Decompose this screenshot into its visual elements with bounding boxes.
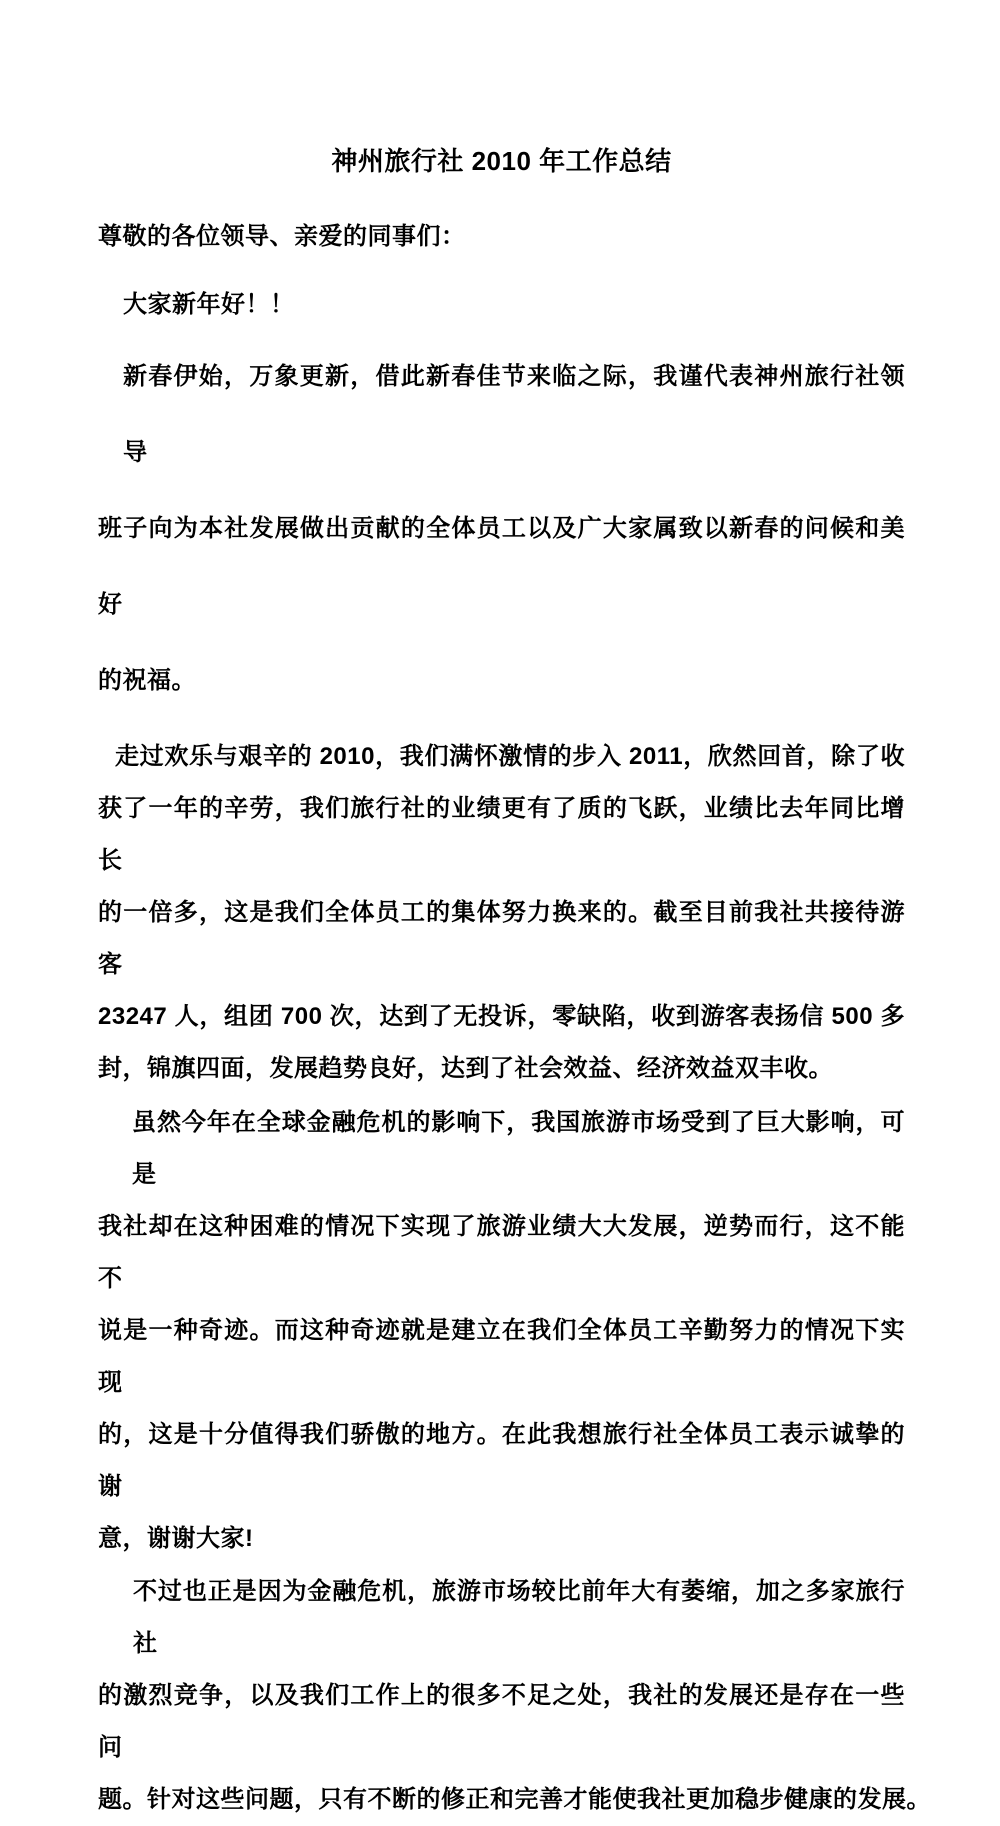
text-line: 的一倍多，这是我们全体员工的集体努力换来的。截至目前我社共接待游客 bbox=[98, 899, 905, 978]
text-line: 意，谢谢大家! bbox=[98, 1525, 254, 1552]
text-line: 的祝福。 bbox=[98, 667, 196, 694]
paragraph bbox=[98, 285, 905, 325]
text-line: 虽然今年在全球金融危机的影响下，我国旅游市场受到了巨大影响，可是 bbox=[132, 1109, 905, 1188]
text-line: 我社却在这种困难的情况下实现了旅游业绩大大发展，逆势而行，这不能不 bbox=[98, 1213, 905, 1292]
paragraph bbox=[98, 217, 905, 257]
text-line: 不过也正是因为金融危机，旅游市场较比前年大有萎缩，加之多家旅行社 bbox=[133, 1578, 905, 1657]
document-title: 神州旅行社 2010 年工作总结 bbox=[331, 146, 672, 176]
text-line: 新春伊始，万象更新，借此新春佳节来临之际，我谨代表神州旅行社领导 bbox=[123, 363, 905, 466]
paragraph bbox=[98, 1566, 931, 1826]
text-line: 的，这是十分值得我们骄傲的地方。在此我想旅行社全体员工表示诚挚的谢 bbox=[98, 1421, 905, 1500]
text-line: 尊敬的各位领导、亲爱的同事们： bbox=[98, 223, 466, 250]
text-line: 23247 人，组团 700 次，达到了无投诉，零缺陷，收到游客表扬信 500 多 bbox=[98, 1003, 905, 1030]
text-line: 的激烈竞争，以及我们工作上的很多不足之处，我社的发展还是存在一些问 bbox=[98, 1682, 905, 1761]
text-line: 题。针对这些问题，只有不断的修正和完善才能使我社更加稳步健康的发展。 bbox=[98, 1786, 931, 1813]
document-content bbox=[98, 0, 931, 1826]
text-line: 走过欢乐与艰辛的 2010，我们满怀激情的步入 2011，欣然回首，除了收 bbox=[115, 743, 905, 770]
text-line: 大家新年好！！ bbox=[123, 291, 295, 318]
text-line: 获了一年的辛劳，我们旅行社的业绩更有了质的飞跃，业绩比去年同比增长 bbox=[98, 795, 905, 874]
paragraph bbox=[98, 731, 905, 1095]
document-body bbox=[98, 217, 931, 1826]
text-line: 封，锦旗四面，发展趋势良好，达到了社会效益、经济效益双丰收。 bbox=[98, 1055, 833, 1082]
text-line: 说是一种奇迹。而这种奇迹就是建立在我们全体员工辛勤努力的情况下实现 bbox=[98, 1317, 905, 1396]
text-line: 班子向为本社发展做出贡献的全体员工以及广大家属致以新春的问候和美好 bbox=[98, 515, 905, 618]
paragraph bbox=[98, 1097, 905, 1565]
paragraph bbox=[98, 339, 905, 719]
